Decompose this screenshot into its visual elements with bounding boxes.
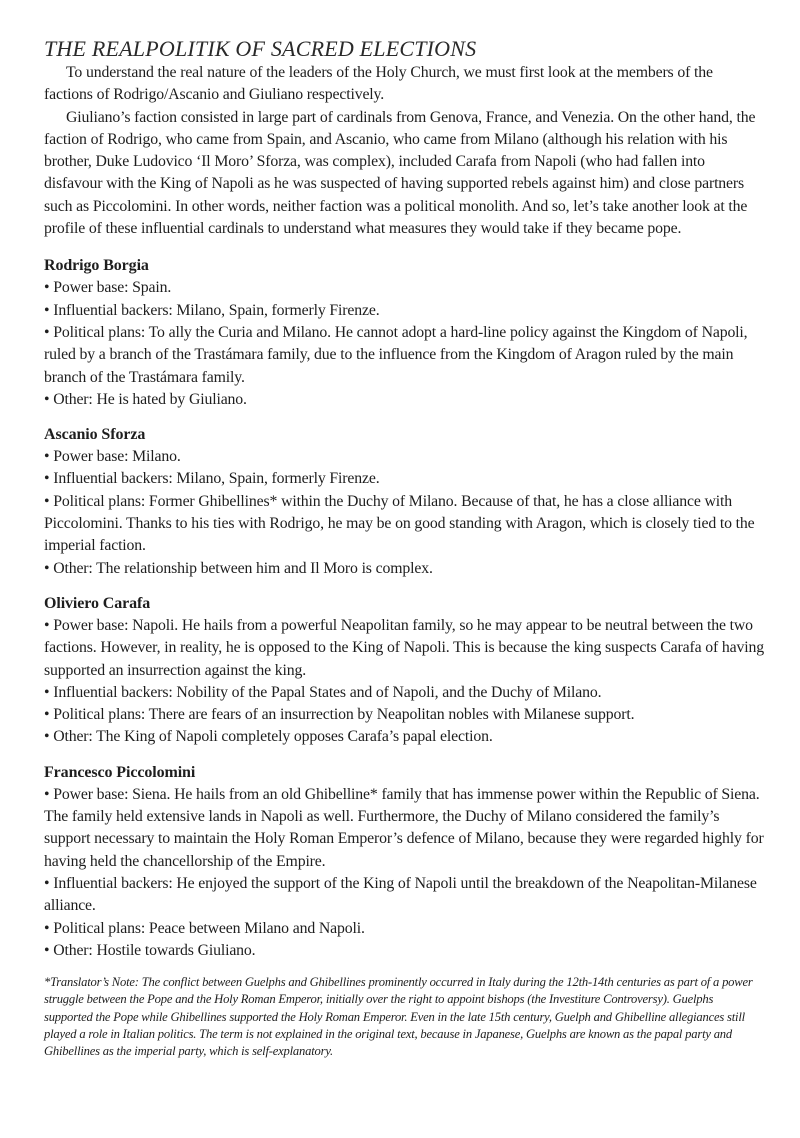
bullet-icon: •: [44, 470, 50, 488]
profile-item-text: Power base: Siena. He hails from an old Ghibelline* family that has immense power within the Republic of Siena. The family held extensive lands in Napoli as well. Furthermore, the Duchy of Milano considered the family’s support necessary to maintain the Holy Roman Emperor’s defence of Milano, because they were regarded highly for having held the chancellorship of the Empire.: [44, 785, 764, 870]
profile-item-text: Influential backers: He enjoyed the support of the King of Napoli until the breakdown of the Neapolitan-Milanese alliance.: [44, 874, 757, 915]
profile-item-text: Other: He is hated by Giuliano.: [53, 390, 247, 408]
bullet-icon: •: [44, 706, 50, 724]
bullet-icon: •: [44, 616, 50, 634]
bullet-icon: •: [44, 390, 50, 408]
profile-item: [44, 784, 764, 873]
profile-item: [44, 873, 764, 918]
bullet-icon: •: [44, 323, 50, 341]
profile-item-text: Other: The King of Napoli completely opposes Carafa’s papal election.: [53, 728, 493, 746]
profile-item-text: Political plans: To ally the Curia and Milano. He cannot adopt a hard-line policy against the Kingdom of Napoli, ruled by a branch of the Trastámara family, due to the influence from the Kingdom of Aragon ruled by the main branch of the Trastámara family.: [44, 323, 748, 386]
bullet-icon: •: [44, 301, 50, 319]
bullet-icon: •: [44, 874, 50, 892]
profile-item: [44, 682, 764, 704]
profile-item: [44, 940, 764, 962]
profile-oliviero-carafa: [44, 592, 764, 749]
profile-item-text: Power base: Napoli. He hails from a powerful Neapolitan family, so he may appear to be neutral between the two factions. However, in reality, he is opposed to the King of Napoli. This is because the king suspects Carafa of having supported an insurrection against the king.: [44, 616, 764, 679]
intro-section: [44, 62, 764, 240]
profile-item-text: Influential backers: Milano, Spain, formerly Firenze.: [53, 470, 380, 488]
profile-item: [44, 491, 764, 558]
profile-item-text: Other: The relationship between him and Il Moro is complex.: [53, 559, 433, 577]
profile-name: Rodrigo Borgia: [44, 257, 149, 275]
profile-item-text: Other: Hostile towards Giuliano.: [53, 941, 256, 959]
profile-item: [44, 918, 764, 940]
profile-item: [44, 389, 764, 411]
profile-name: Francesco Piccolomini: [44, 763, 196, 781]
profile-item-text: Political plans: Former Ghibellines* within the Duchy of Milano. Because of that, he has a close alliance with Piccolomini. Thanks to his ties with Rodrigo, he may be on good standing with Aragon, which is closely tied to the imperial faction.: [44, 492, 755, 555]
bullet-icon: •: [44, 785, 50, 803]
intro-paragraph: Giuliano’s faction consisted in large part of cardinals from Genova, France, and Venezia. On the other hand, the faction of Rodrigo, who came from Spain, and Ascanio, who came from Milano (although his relation with his brother, Duke Ludovico ‘Il Moro’ Sforza, was complex), included Carafa from Napoli (who had fallen into disfavour with the King of Napoli as he was suspected of having supported rebels against him) and close partners such as Piccolomini. In other words, neither faction was a political monolith. And so, let’s take another look at the profile of these influential cardinals to understand what measures they would take if they became pope.: [44, 108, 756, 238]
bullet-icon: •: [44, 448, 50, 466]
bullet-icon: •: [44, 559, 50, 577]
profile-item: [44, 558, 764, 580]
profile-item: [44, 446, 764, 468]
profile-item-text: Influential backers: Nobility of the Papal States and of Napoli, and the Duchy of Milano.: [53, 683, 602, 701]
bullet-icon: •: [44, 279, 50, 297]
profile-item: [44, 277, 764, 299]
bullet-icon: •: [44, 728, 50, 746]
profile-francesco-piccolomini: [44, 761, 764, 962]
profile-item-text: Influential backers: Milano, Spain, formerly Firenze.: [53, 301, 380, 319]
profile-item: [44, 300, 764, 322]
profile-item-text: Political plans: Peace between Milano and Napoli.: [53, 919, 365, 937]
bullet-icon: •: [44, 941, 50, 959]
profile-item-text: Power base: Milano.: [53, 448, 181, 466]
translator-footnote: *Translator’s Note: The conflict between Guelphs and Ghibellines prominently occurred in Italy during the 12th-14th centuries as part of a power struggle between the Pope and the Holy Roman Emperor, initially over the right to appoint bishops (the Investiture Controversy). Guelphs supported the Pope while Ghibellines supported the Holy Roman Emperor. Even in the late 15th century, Guelph and Ghibelline allegiances still played a role in Italian politics. The term is not explained in the original text, because in Japanese, Guelphs are known as the papal party and Ghibellines as the imperial party, which is self-explanatory.: [44, 975, 753, 1058]
profile-ascanio-sforza: [44, 423, 764, 580]
profile-item: [44, 726, 764, 748]
profile-rodrigo-borgia: [44, 254, 764, 411]
profile-item-text: Political plans: There are fears of an insurrection by Neapolitan nobles with Milanese support.: [53, 706, 635, 724]
bullet-icon: •: [44, 919, 50, 937]
section-title: THE REALPOLITIK OF SACRED ELECTIONS: [44, 36, 477, 61]
profile-item: [44, 468, 764, 490]
profile-item-text: Power base: Spain.: [53, 279, 172, 297]
bullet-icon: •: [44, 492, 50, 510]
profile-item: [44, 704, 764, 726]
profile-name: Ascanio Sforza: [44, 426, 146, 444]
bullet-icon: •: [44, 683, 50, 701]
profile-item: [44, 322, 764, 389]
profile-item: [44, 615, 764, 682]
document-page: [44, 36, 764, 1073]
profile-name: Oliviero Carafa: [44, 594, 151, 612]
intro-paragraph: To understand the real nature of the leaders of the Holy Church, we must first look at the members of the factions of Rodrigo/Ascanio and Giuliano respectively.: [44, 64, 713, 104]
